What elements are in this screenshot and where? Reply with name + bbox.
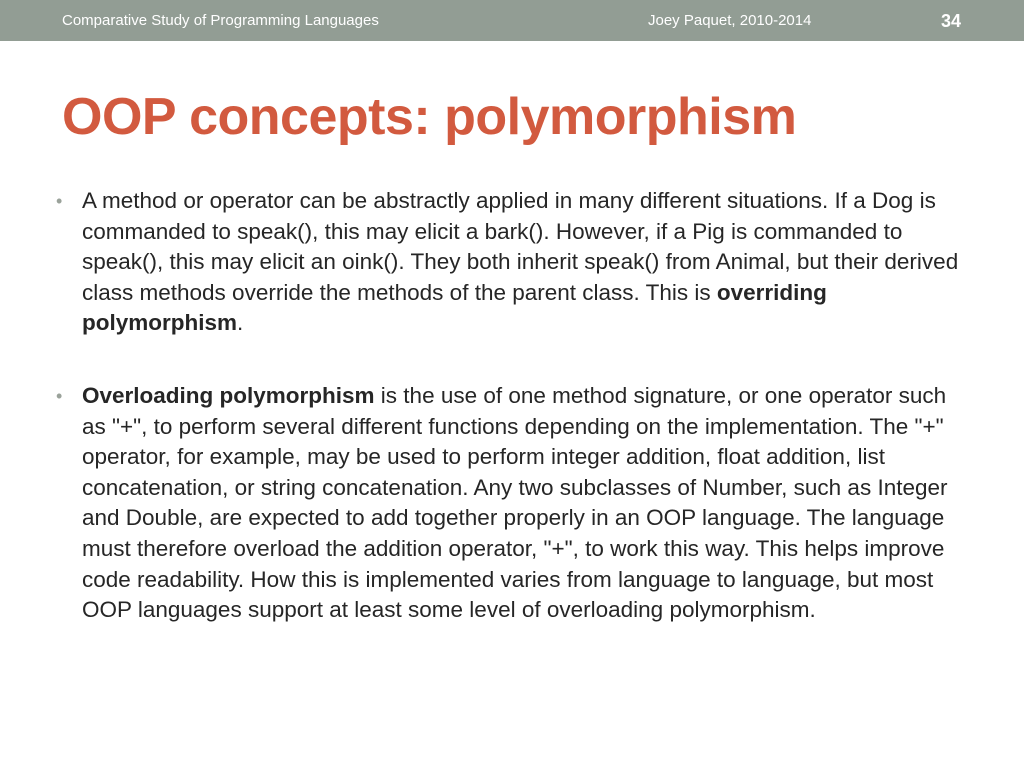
author-credit: Joey Paquet, 2010-2014: [648, 12, 812, 29]
bullet-item-overloading: [56, 381, 966, 626]
bullet-text: [82, 188, 958, 335]
bullet-text-before: A method or operator can be abstractly applied in many different situations. If a Dog is commanded to speak(), this may elicit a bark(). However, if a Pig is commanded to speak(), this may elicit an oink(). They both inherit speak() from Animal, but their derived class methods override the methods of the parent class. This is: [82, 188, 959, 305]
bullet-text-after: is the use of one method signature, or one operator such as "+", to perform several different functions depending on the implementation. The "+" operator, for example, may be used to perform integer addition, float addition, list concatenation, or string concatenation. Any two subclasses of Number, such as Integer and Double, are expected to add together properly in an OOP language. The language must therefore overload the addition operator, "+", to work this way. This helps improve code readability. How this is implemented varies from language to language, but most OOP languages support at least some level of overloading polymorphism.: [82, 382, 948, 623]
bullet-text: [82, 383, 948, 622]
slide-header-bar: [0, 0, 1024, 41]
bullet-list: [56, 186, 966, 626]
bullet-bold-term: overriding polymorphism: [82, 279, 827, 336]
bullet-marker: •: [56, 191, 63, 211]
bullet-marker: •: [56, 385, 63, 406]
bullet-bold-term: Overloading polymorphism: [82, 382, 375, 408]
course-title: Comparative Study of Programming Languages: [62, 12, 379, 29]
slide-title: OOP concepts: polymorphism: [62, 88, 797, 146]
page-number: 34: [940, 11, 962, 31]
bullet-item-overriding: [56, 186, 966, 339]
bullet-text-after: .: [237, 310, 244, 336]
